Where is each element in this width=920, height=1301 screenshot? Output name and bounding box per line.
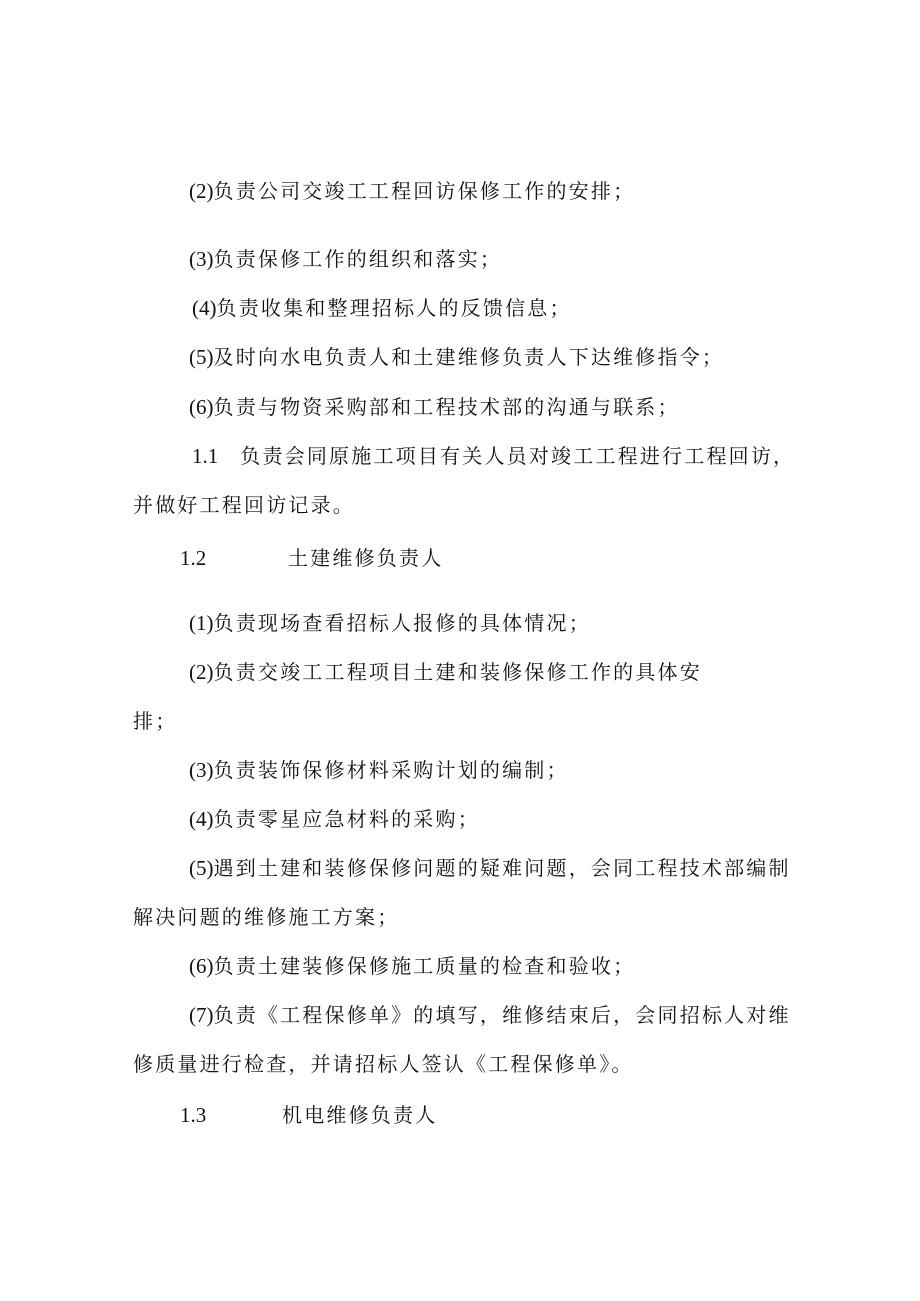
item-number: (3) [189, 758, 214, 782]
item-number: (6) [189, 395, 214, 419]
item-number: (2) [189, 179, 214, 203]
duty-item [189, 659, 702, 685]
item-text: 并做好工程回访记录。 [133, 493, 355, 517]
item-text: 负责公司交竣工工程回访保修工作的安排； [213, 179, 636, 203]
duty-item [189, 178, 635, 204]
duty-item [192, 443, 795, 469]
section-number: 1.2 [180, 546, 207, 570]
duty-item [189, 610, 591, 636]
duty-item [189, 855, 791, 881]
duty-item-continuation [133, 492, 355, 518]
item-number: (5) [189, 345, 214, 369]
section-title: 机电维修负责人 [282, 1103, 438, 1127]
duty-item [189, 394, 680, 420]
item-number: (6) [189, 954, 214, 978]
item-text: 负责《工程保修单》的填写，维修结束后，会同招标人对维 [213, 1003, 791, 1027]
duty-item-continuation [133, 708, 177, 734]
item-text: 负责装饰保修材料采购计划的编制； [213, 758, 569, 782]
item-text: 负责与物资采购部和工程技术部的沟通与联系； [213, 395, 680, 419]
duty-item [189, 806, 480, 832]
duty-item [189, 953, 635, 979]
item-text: 负责会同原施工项目有关人员对竣工工程进行工程回访， [240, 444, 796, 468]
item-text: 遇到土建和装修保修问题的疑难问题，会同工程技术部编制 [213, 856, 791, 880]
item-number: (4) [189, 807, 214, 831]
item-number: (2) [189, 660, 214, 684]
item-number: (4) [192, 296, 217, 320]
item-number: (7) [189, 1003, 214, 1027]
duty-item-continuation [133, 1051, 634, 1077]
item-number: (5) [189, 856, 214, 880]
item-text: 及时向水电负责人和土建维修负责人下达维修指令； [213, 345, 725, 369]
item-text: 负责保修工作的组织和落实； [213, 247, 503, 271]
item-text: 排； [133, 709, 178, 733]
section-heading [180, 545, 206, 571]
item-number: (3) [189, 247, 214, 271]
section-title: 土建维修负责人 [288, 546, 444, 570]
item-number: 1.1 [192, 444, 219, 468]
duty-item [192, 295, 572, 321]
duty-item [189, 757, 569, 783]
item-text: 负责收集和整理招标人的反馈信息； [216, 296, 572, 320]
section-heading [180, 1102, 206, 1128]
duty-item-continuation [133, 904, 399, 930]
item-number: (1) [189, 611, 214, 635]
item-text: 负责土建装修保修施工质量的检查和验收； [213, 954, 636, 978]
item-text: 解决问题的维修施工方案； [133, 905, 400, 929]
item-text: 修质量进行检查，并请招标人签认《工程保修单》。 [133, 1052, 634, 1076]
duty-item [189, 246, 502, 272]
duty-item [189, 1002, 791, 1028]
duty-item [189, 344, 724, 370]
item-text: 负责现场查看招标人报修的具体情况； [213, 611, 591, 635]
section-number: 1.3 [180, 1103, 207, 1127]
item-text: 负责零星应急材料的采购； [213, 807, 480, 831]
item-text: 负责交竣工工程项目土建和装修保修工作的具体安 [213, 660, 702, 684]
